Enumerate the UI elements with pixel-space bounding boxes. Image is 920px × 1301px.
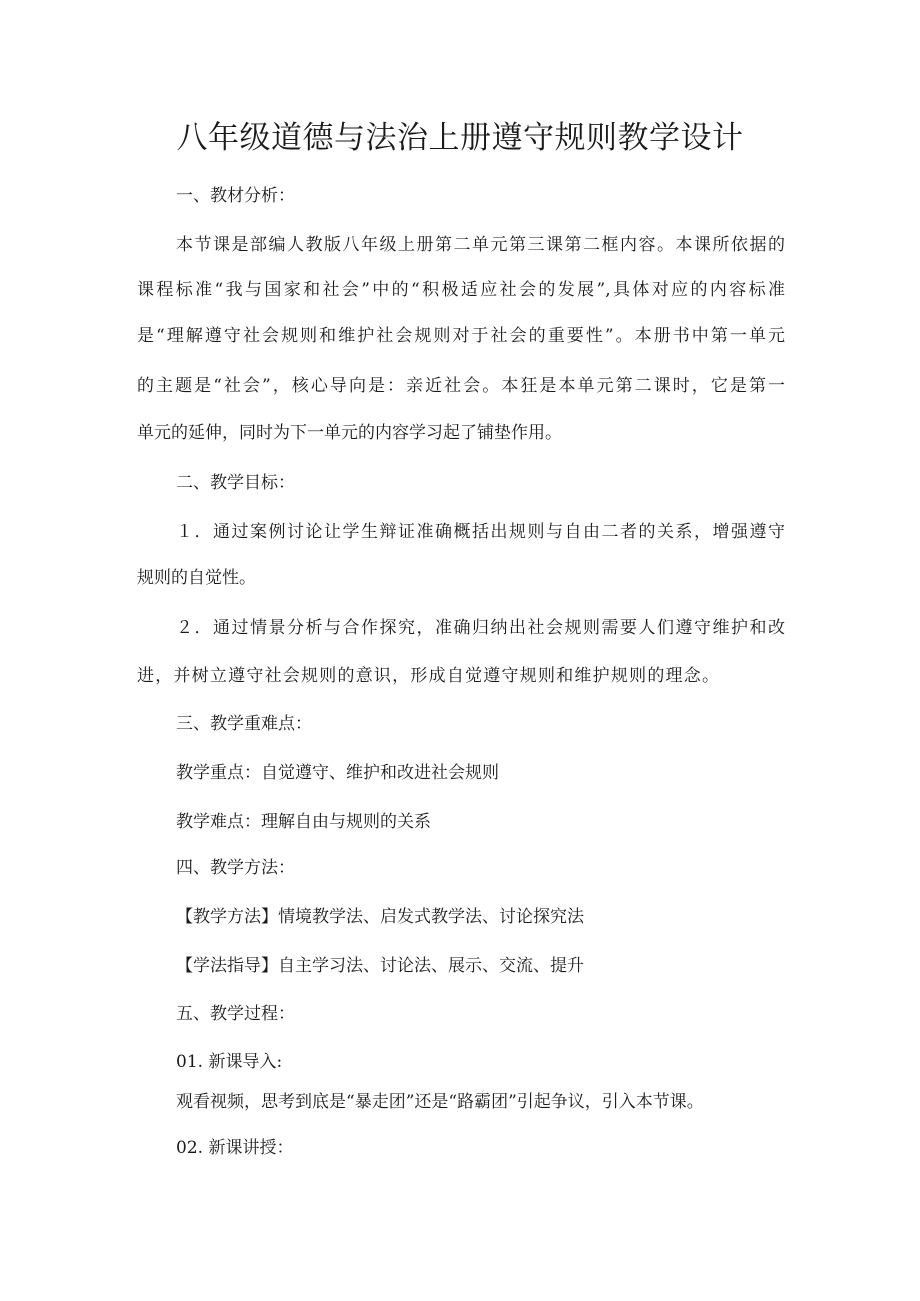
paragraph-line: 的主题是“社会”，核心导向是：亲近社会。本狂是本单元第二课时，它是第一: [137, 376, 785, 396]
goal-item-2-line: 进，并树立遵守社会规则的意识，形成自觉遵守规则和维护规则的理念。: [137, 666, 719, 686]
goal-item-1-line: 规则的自觉性。: [137, 568, 256, 588]
section-heading-teaching-methods: 四、教学方法：: [176, 858, 295, 878]
step-1-heading: 01. 新课导入:: [176, 1052, 283, 1072]
learning-guide-text: 【学法指导】自主学习法、讨论法、展示、交流、提升: [176, 956, 584, 976]
goal-item-2-line: ２．通过情景分析与合作探究，准确归纳出社会规则需要人们遵守维护和改: [176, 618, 785, 638]
goal-item-1-line: １．通过案例讨论让学生辩证准确概括出规则与自由二者的关系，增强遵守: [176, 522, 785, 542]
paragraph-line: 单元的延伸，同时为下一单元的内容学习起了铺垫作用。: [137, 423, 562, 443]
paragraph-line: 课程标准“我与国家和社会”中的“积极适应社会的发展”,具体对应的内容标准: [137, 280, 785, 300]
paragraph-line: 本节课是部编人教版八年级上册第二单元第三课第二框内容。本课所依据的: [176, 235, 785, 255]
difficult-point-text: 教学难点：理解自由与规则的关系: [176, 812, 431, 832]
paragraph-line: 是“理解遵守社会规则和维护社会规则对于社会的重要性”。本册书中第一单元: [137, 326, 785, 346]
key-point-text: 教学重点：自觉遵守、维护和改进社会规则: [176, 763, 499, 783]
teaching-method-text: 【教学方法】情境教学法、启发式教学法、讨论探究法: [176, 907, 584, 927]
document-title: 八年级道德与法治上册遵守规则教学设计: [176, 120, 744, 156]
step-1-text: 观看视频，思考到底是“暴走团”还是“路霸团”引起争议，引入本节课。: [176, 1092, 704, 1112]
section-heading-key-difficult-points: 三、教学重难点：: [176, 714, 312, 734]
section-heading-textbook-analysis: 一、教材分析：: [176, 186, 295, 206]
step-2-heading: 02. 新课讲授：: [176, 1138, 294, 1158]
section-heading-teaching-goals: 二、教学目标：: [176, 473, 295, 493]
section-heading-teaching-process: 五、教学过程：: [176, 1004, 295, 1024]
